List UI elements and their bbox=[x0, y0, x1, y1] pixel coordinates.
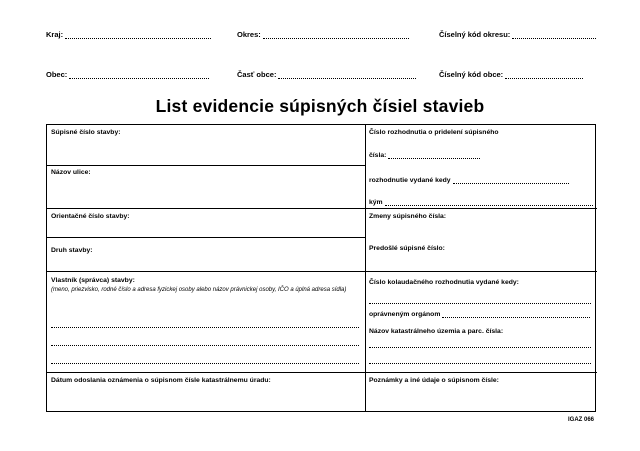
okres-label: Okres: bbox=[237, 30, 261, 39]
cisla-field[interactable] bbox=[369, 150, 480, 159]
divider-left-1 bbox=[47, 165, 365, 166]
vydane-kedy-input-line[interactable] bbox=[453, 175, 569, 184]
vlastnik-label: Vlastník (správca) stavby: bbox=[51, 277, 135, 284]
ciselny-kod-okresu-label: Číselný kód okresu: bbox=[439, 30, 511, 39]
rozhodnutie-label: Číslo rozhodnutia o pridelení súpisného bbox=[369, 129, 499, 136]
obec-field[interactable] bbox=[46, 70, 209, 79]
vlastnik-line-1[interactable] bbox=[51, 327, 359, 328]
kraj-label: Kraj: bbox=[46, 30, 64, 39]
kolaudacne-label: Číslo kolaudačného rozhodnutia vydané kedy: bbox=[369, 279, 519, 286]
header-row-1 bbox=[46, 30, 602, 44]
kym-input-line[interactable] bbox=[385, 197, 593, 206]
poznamky-label: Poznámky a iné údaje o súpisnom čísle: bbox=[369, 377, 499, 384]
divider-left-4 bbox=[47, 271, 365, 272]
page-title: List evidencie súpisných čísiel stavieb bbox=[155, 96, 485, 116]
kraj-input-line[interactable] bbox=[65, 30, 211, 39]
divider-right-2 bbox=[365, 271, 597, 272]
supisne-cislo-label: Súpisné číslo stavby: bbox=[51, 129, 121, 136]
divider-left-2 bbox=[47, 208, 365, 209]
vlastnik-line-2[interactable] bbox=[51, 345, 359, 346]
organom-field[interactable] bbox=[369, 309, 590, 318]
obec-input-line[interactable] bbox=[69, 70, 209, 79]
form-code: IGAZ 066 bbox=[567, 417, 594, 423]
organom-input-line[interactable] bbox=[442, 309, 590, 318]
cast-obce-label: Časť obce: bbox=[237, 70, 277, 79]
okres-field[interactable] bbox=[237, 30, 409, 39]
katastralne-line-1[interactable] bbox=[369, 347, 591, 348]
vlastnik-line-3[interactable] bbox=[51, 363, 359, 364]
druh-stavby-label: Druh stavby: bbox=[51, 247, 93, 254]
cast-obce-input-line[interactable] bbox=[278, 70, 416, 79]
cast-obce-field[interactable] bbox=[237, 70, 416, 79]
column-divider bbox=[365, 125, 366, 411]
kraj-field[interactable] bbox=[46, 30, 211, 39]
datum-odoslania-label: Dátum odoslania oznámenia o súpisnom čísle katastrálnemu úradu: bbox=[51, 377, 271, 384]
evidence-form bbox=[46, 124, 596, 412]
divider-left-5 bbox=[47, 372, 365, 373]
cisla-input-line[interactable] bbox=[388, 150, 480, 159]
organom-label: oprávneným orgánom bbox=[369, 311, 441, 318]
header-row-2 bbox=[46, 70, 602, 84]
cisla-label: čísla: bbox=[369, 152, 387, 159]
nazov-ulice-label: Názov ulice: bbox=[51, 169, 91, 176]
divider-right-3 bbox=[365, 372, 597, 373]
vlastnik-note: (meno, priezvisko, rodné číslo a adresa fyzickej osoby alebo názov právnickej osoby, IČO a úplná adresa sídla) bbox=[51, 287, 347, 293]
divider-right-1 bbox=[365, 208, 597, 209]
katastralne-line-2[interactable] bbox=[369, 363, 591, 364]
kym-field[interactable] bbox=[369, 197, 593, 206]
predosle-label: Predošlé súpisné číslo: bbox=[369, 245, 445, 252]
obec-label: Obec: bbox=[46, 70, 68, 79]
vydane-kedy-label: rozhodnutie vydané kedy bbox=[369, 177, 451, 184]
ciselny-kod-okresu-input-line[interactable] bbox=[512, 30, 596, 39]
ciselny-kod-obce-input-line[interactable] bbox=[505, 70, 583, 79]
ciselny-kod-obce-label: Číselný kód obce: bbox=[439, 70, 504, 79]
kolaudacne-line[interactable] bbox=[369, 303, 591, 304]
zmeny-label: Zmeny súpisného čísla: bbox=[369, 213, 447, 220]
katastralne-label: Názov katastrálneho územia a parc. čísla: bbox=[369, 328, 504, 335]
vydane-kedy-field[interactable] bbox=[369, 175, 569, 184]
okres-input-line[interactable] bbox=[263, 30, 409, 39]
divider-left-3 bbox=[47, 237, 365, 238]
ciselny-kod-obce-field[interactable] bbox=[439, 70, 583, 79]
orientacne-cislo-label: Orientačné číslo stavby: bbox=[51, 213, 130, 220]
kym-label: kým bbox=[369, 199, 383, 206]
ciselny-kod-okresu-field[interactable] bbox=[439, 30, 596, 39]
